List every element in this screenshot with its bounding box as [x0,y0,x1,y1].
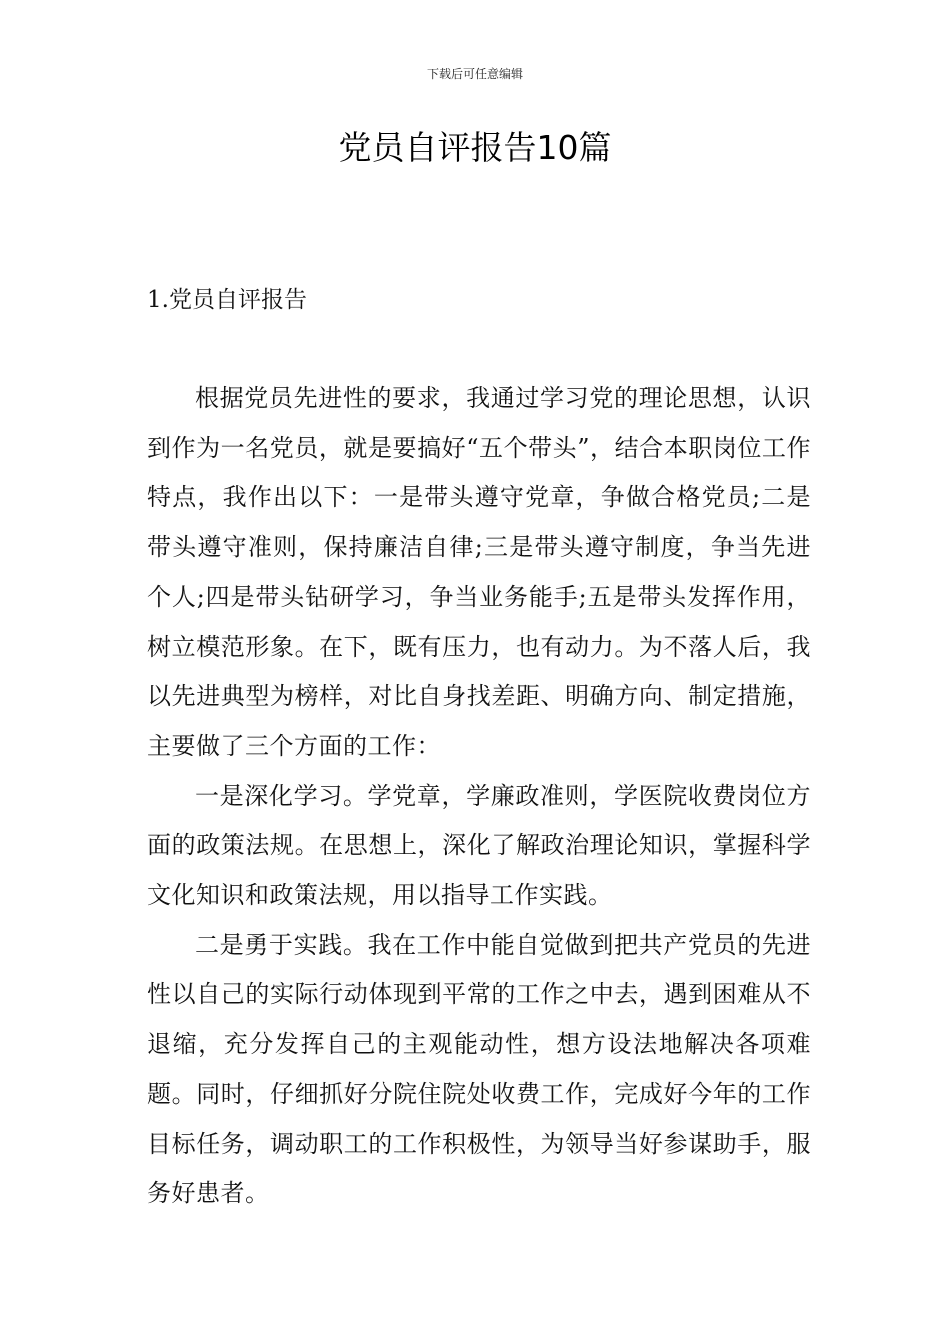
document-title: 党员自评报告10篇 [338,128,612,167]
body-paragraph-1: 根据党员先进性的要求，我通过学习党的理论思想，认识到作为一名党员，就是要搞好“五个带头”，结合本职岗位工作特点，我作出以下：一是带头遵守党章，争做合格党员;二是带头遵守准则，保持廉洁自律;三是带头遵守制度，争当先进个人;四是带头钻研学习，争当业务能手;五是带头发挥作用，树立模范形象。在下，既有压力，也有动力。为不落人后，我以先进典型为榜样，对比自身找差距、明确方向、制定措施，主要做了三个方面的工作： [147,384,811,760]
body-paragraph-3: 二是勇于实践。我在工作中能自觉做到把共产党员的先进性以自己的实际行动体现到平常的工作之中去，遇到困难从不退缩，充分发挥自己的主观能动性，想方设法地解决各项难题。同时，仔细抓好分院住院处收费工作，完成好今年的工作目标任务，调动职工的工作积极性，为领导当好参谋助手，服务好患者。 [147,930,811,1208]
body-paragraph-2: 一是深化学习。学党章，学廉政准则，学医院收费岗位方面的政策法规。在思想上，深化了解政治理论知识，掌握科学文化知识和政策法规，用以指导工作实践。 [147,781,811,910]
section-heading: 1.党员自评报告 [147,287,307,313]
document-body [147,374,811,1219]
header-note: 下载后可任意编辑 [426,67,523,81]
